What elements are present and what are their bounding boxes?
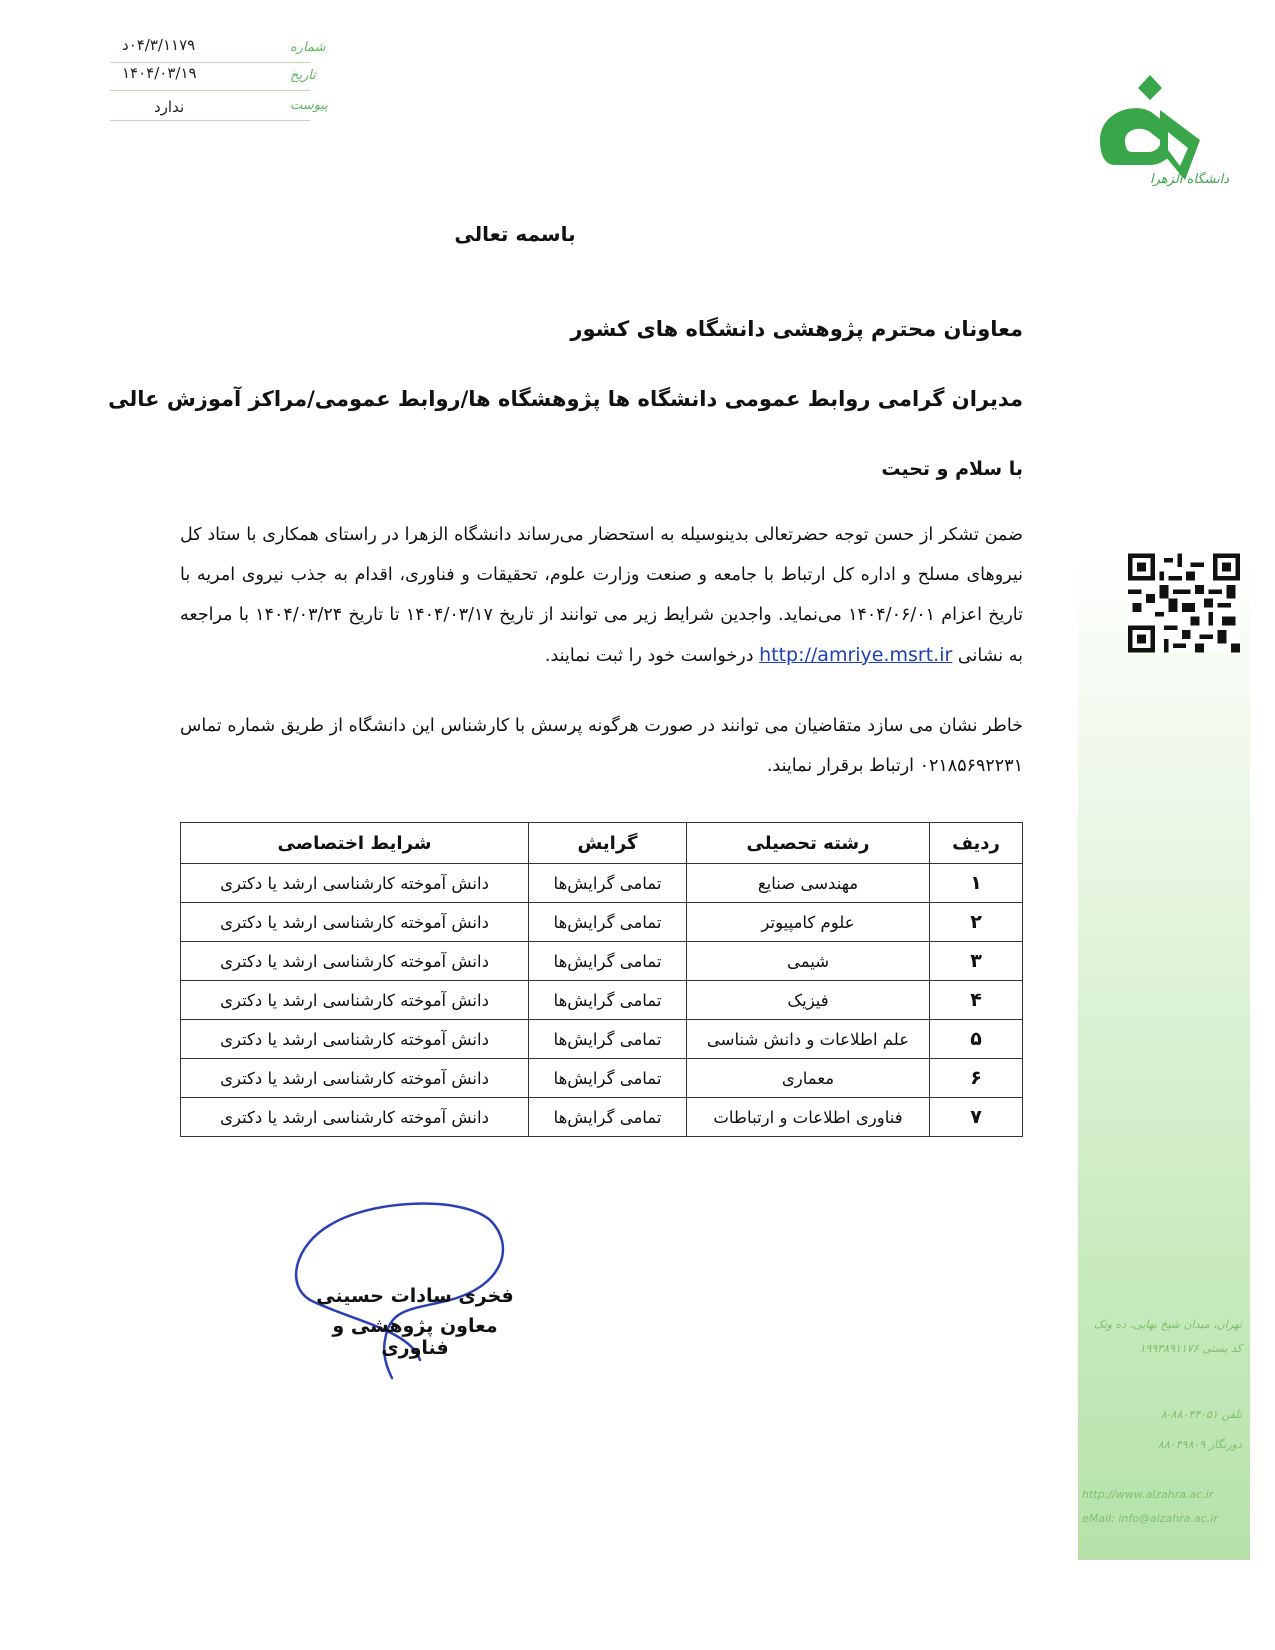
- eligibility-table: [180, 822, 1023, 1137]
- field-of-study: مهندسی صنایع: [687, 864, 930, 903]
- logo-wordmark: دانشگاه الزهرا: [1150, 172, 1230, 187]
- field-of-study: فیزیک: [687, 981, 930, 1020]
- special-conditions: دانش آموخته کارشناسی ارشد یا دکتری: [181, 903, 529, 942]
- ref-date: ۱۴۰۴/۰۳/۱۹: [122, 64, 197, 82]
- specialization: تمامی گرایش‌ها: [529, 1020, 687, 1059]
- paragraph-text: ضمن تشکر از حسن توجه حضرتعالی بدینوسیله به استحضار می‌رساند دانشگاه الزهرا در راستای همکاری با ستاد کل نیروهای مسلح و اداره کل ارتباط با جامعه و صنعت وزارت علوم، تحقیقات و فناوری، اقدام به جذب نیروی امریه با تاریخ اعزام ۱۴۰۴/۰۶/۰۱ می‌نماید. واجدین شرایط زیر می توانند از تاریخ ۱۴۰۴/۰۳/۱۷ تا تاریخ ۱۴۰۴/۰۳/۲۴ با مراجعه به نشانی: [180, 525, 1023, 666]
- table-row: [181, 1020, 1023, 1059]
- special-conditions: دانش آموخته کارشناسی ارشد یا دکتری: [181, 981, 529, 1020]
- col-header-field: رشته تحصیلی: [687, 823, 930, 864]
- field-of-study: علوم کامپیوتر: [687, 903, 930, 942]
- row-number: ۱: [930, 864, 1023, 903]
- special-conditions: دانش آموخته کارشناسی ارشد یا دکتری: [181, 1059, 529, 1098]
- application-link[interactable]: http://amriye.msrt.ir: [759, 644, 953, 666]
- special-conditions: دانش آموخته کارشناسی ارشد یا دکتری: [181, 1098, 529, 1137]
- table-row: [181, 942, 1023, 981]
- table-header-row: [181, 823, 1023, 864]
- col-header-row-no: ردیف: [930, 823, 1023, 864]
- ref-divider: [110, 90, 310, 91]
- footer-postal: کد پستی ۱۹۹۳۸۹۱۱۷۶: [1139, 1342, 1242, 1355]
- signatory-name: فخری سادات حسینی: [316, 1285, 514, 1307]
- letter-reference-block: [110, 36, 328, 136]
- university-logo-icon: [1080, 70, 1250, 210]
- field-of-study: شیمی: [687, 942, 930, 981]
- ref-number: ۰۴/۳/۱۱۷۹د: [122, 36, 196, 54]
- specialization: تمامی گرایش‌ها: [529, 1059, 687, 1098]
- row-number: ۴: [930, 981, 1023, 1020]
- ref-attachment-label: پیوست: [290, 98, 328, 113]
- row-number: ۶: [930, 1059, 1023, 1098]
- col-header-conditions: شرایط اختصاصی: [181, 823, 529, 864]
- footer-website: http://www.alzahra.ac.ir: [1082, 1488, 1214, 1501]
- special-conditions: دانش آموخته کارشناسی ارشد یا دکتری: [181, 864, 529, 903]
- specialization: تمامی گرایش‌ها: [529, 903, 687, 942]
- footer-phone: تلفن ۸۸۰۴۴۰۵۱-۸: [1160, 1408, 1242, 1421]
- col-header-specialization: گرایش: [529, 823, 687, 864]
- special-conditions: دانش آموخته کارشناسی ارشد یا دکتری: [181, 1020, 529, 1059]
- footer-email: eMail: info@alzahra.ac.ir: [1082, 1512, 1218, 1525]
- footer-fax: دورنگار ۸۸۰۴۹۸۰۹: [1157, 1438, 1242, 1451]
- body-paragraph-2: خاطر نشان می سازد متقاضیان می توانند در صورت هرگونه پرسش با کارشناس این دانشگاه از طریق شماره تماس ۰۲۱۸۵۶۹۲۲۳۱ ارتباط برقرار نمایند.: [180, 716, 1023, 776]
- footer-address: تهران، میدان شیخ بهایی، ده ونک: [1093, 1318, 1242, 1331]
- addressee-line-2: مدیران گرامی روابط عمومی دانشگاه ها پژوهشگاه ها/روابط عمومی/مراکز آموزش عالی: [108, 387, 1023, 411]
- row-number: ۵: [930, 1020, 1023, 1059]
- bismillah-heading: باسمه تعالی: [454, 222, 576, 246]
- table-row: [181, 1059, 1023, 1098]
- specialization: تمامی گرایش‌ها: [529, 942, 687, 981]
- special-conditions: دانش آموخته کارشناسی ارشد یا دکتری: [181, 942, 529, 981]
- signatory-title: معاون پژوهشی و فناوری: [332, 1315, 498, 1359]
- specialization: تمامی گرایش‌ها: [529, 1098, 687, 1137]
- ref-divider: [110, 62, 310, 63]
- qr-code-icon: [1128, 553, 1240, 653]
- paragraph-text-end: درخواست خود را ثبت نمایند.: [544, 646, 754, 666]
- ref-divider: [110, 120, 310, 121]
- ref-attachment: ندارد: [154, 98, 185, 116]
- ref-number-label: شماره: [290, 40, 326, 55]
- row-number: ۲: [930, 903, 1023, 942]
- table-row: [181, 981, 1023, 1020]
- table-row: [181, 864, 1023, 903]
- field-of-study: معماری: [687, 1059, 930, 1098]
- specialization: تمامی گرایش‌ها: [529, 981, 687, 1020]
- addressee-line-1: معاونان محترم پژوهشی دانشگاه های کشور: [570, 317, 1023, 341]
- specialization: تمامی گرایش‌ها: [529, 864, 687, 903]
- row-number: ۳: [930, 942, 1023, 981]
- field-of-study: فناوری اطلاعات و ارتباطات: [687, 1098, 930, 1137]
- body-paragraph-1: [180, 515, 1023, 676]
- table-row: [181, 1098, 1023, 1137]
- table-row: [181, 903, 1023, 942]
- greeting: با سلام و تحیت: [881, 458, 1023, 480]
- field-of-study: علم اطلاعات و دانش شناسی: [687, 1020, 930, 1059]
- ref-date-label: تاریخ: [290, 68, 316, 83]
- row-number: ۷: [930, 1098, 1023, 1137]
